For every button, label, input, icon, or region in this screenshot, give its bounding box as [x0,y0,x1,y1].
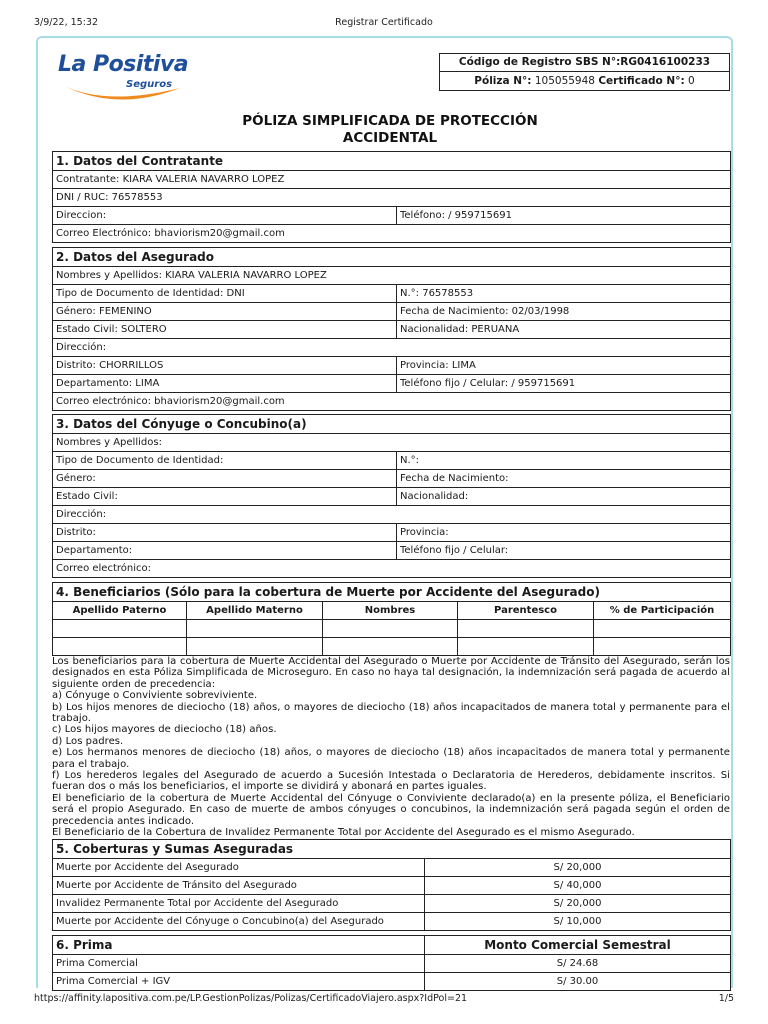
print-header [0,17,768,31]
logo-brand-text: La Positiva [58,52,189,77]
col-apellido-paterno: Apellido Paterno [53,602,187,620]
paragraph: a) Cónyuge o Conviviente sobreviviente. [52,690,258,702]
col-parentesco: Parentesco [458,602,594,620]
section-title: 5. Coberturas y Sumas Aseguradas [53,840,731,859]
prima-label: Prima Comercial [53,955,425,973]
contratante-dni: DNI / RUC: 76578553 [53,189,731,207]
conyuge-distrito: Distrito: [53,524,397,542]
section-conyuge [52,414,731,578]
col-nombres: Nombres [323,602,458,620]
asegurado-correo: Correo electrónico: bhaviorism20@gmail.com [53,393,731,411]
paragraph: El beneficiario de la cobertura de Muerte Accidental del Cónyuge o Conviviente declarado(a) en la presente póliza, el Beneficiario será el propio Asegurado. En caso de muerte de ambos cónyuges o concubinos, la indemnización será pagada según el orden de precedencia antes indicado. [52,792,730,827]
conyuge-departamento: Departamento: [53,542,397,560]
paragraph: c) Los hijos mayores de dieciocho (18) años. [52,724,277,736]
section-prima [52,935,731,991]
conyuge-provincia: Provincia: [397,524,731,542]
section-title: 4. Beneficiarios (Sólo para la cobertura de Muerte por Accidente del Asegurado) [53,583,731,602]
conyuge-tipo-doc: Tipo de Documento de Identidad: [53,452,397,470]
section-title: 3. Datos del Cónyuge o Concubino(a) [53,415,731,434]
table-row [53,877,731,895]
print-title: Registrar Certificado [335,17,433,28]
section-asegurado [52,247,731,411]
cobertura-value: S/ 40,000 [425,877,731,895]
paragraph: Los beneficiarios para la cobertura de Muerte Accidental del Asegurado o Muerte por Accidente de Tránsito del Asegurado, serán los designados en esta Póliza Simplificada de Microseguro. En caso no haya tal designación, la indemnización será pagada de acuerdo al siguiente orden de precedencia: [52,656,730,690]
prima-value: S/ 24.68 [425,955,731,973]
table-row [53,620,731,638]
table-row [53,638,731,656]
section-contratante [52,151,731,243]
document-title-line-1: PÓLIZA SIMPLIFICADA DE PROTECCIÓN [242,113,538,129]
asegurado-fecha-nac: Fecha de Nacimiento: 02/03/1998 [397,303,731,321]
col-participacion: % de Participación [594,602,731,620]
paragraph: e) Los hermanos menores de dieciocho (18) años, o mayores de dieciocho (18) años incapacitados de manera total y permanente para el trabajo. [52,747,730,770]
asegurado-nro: N.°: 76578553 [397,285,731,303]
cobertura-label: Muerte por Accidente del Cónyuge o Concubino(a) del Asegurado [53,913,425,931]
conyuge-fecha-nac: Fecha de Nacimiento: [397,470,731,488]
conyuge-genero: Género: [53,470,397,488]
conyuge-estado-civil: Estado Civil: [53,488,397,506]
section-title: 2. Datos del Asegurado [53,248,731,267]
contratante-name: Contratante: KIARA VALERIA NAVARRO LOPEZ [53,171,731,189]
asegurado-genero: Género: FEMENINO [53,303,397,321]
asegurado-nombres: Nombres y Apellidos: KIARA VALERIA NAVARRO LOPEZ [53,267,731,285]
cobertura-value: S/ 10,000 [425,913,731,931]
table-row [53,973,731,991]
conyuge-nacionalidad: Nacionalidad: [397,488,731,506]
conyuge-telefono: Teléfono fijo / Celular: [397,542,731,560]
print-url: https://affinity.lapositiva.com.pe/LP.GestionPolizas/Polizas/CertificadoViajero.aspx?IdPol=21 [34,993,468,1004]
table-row [53,895,731,913]
la-positiva-logo [58,52,188,108]
col-apellido-materno: Apellido Materno [187,602,323,620]
asegurado-provincia: Provincia: LIMA [397,357,731,375]
sbs-code: Código de Registro SBS N°:RG0416100233 [440,54,729,72]
paragraph: b) Los hijos menores de dieciocho (18) años, o mayores de dieciocho (18) años incapacitados de manera total y permanente para el trabajo. [52,701,730,725]
cobertura-value: S/ 20,000 [425,895,731,913]
prima-label: Prima Comercial + IGV [53,973,425,991]
prima-col-title: Monto Comercial Semestral [425,936,731,955]
section-coberturas [52,839,731,931]
registration-box [439,53,730,91]
contratante-telefono: Teléfono: / 959715691 [397,207,731,225]
asegurado-tipo-doc: Tipo de Documento de Identidad: DNI [53,285,397,303]
conyuge-nro: N.°: [397,452,731,470]
asegurado-direccion: Dirección: [53,339,731,357]
table-row [53,913,731,931]
document-title-line-2: ACCIDENTAL [342,130,438,146]
cert-label: Certificado N°: [598,75,685,87]
logo-sub-text: Seguros [126,79,173,90]
contratante-correo: Correo Electrónico: bhaviorism20@gmail.com [53,225,731,243]
conyuge-correo: Correo electrónico: [53,560,731,578]
section-title: 1. Datos del Contratante [53,152,731,171]
paragraph: El Beneficiario de la Cobertura de Invalidez Permanente Total por Accidente del Asegurado es el mismo Asegurado. [52,827,635,839]
beneficiarios-text [52,656,730,839]
table-row [53,859,731,877]
asegurado-estado-civil: Estado Civil: SOLTERO [53,321,397,339]
print-date: 3/9/22, 15:32 [34,17,98,28]
paragraph: f) Los herederos legales del Asegurado de acuerdo a Sucesión Intestada o Declaratoria de Herederos, debidamente inscritos. Si fueran dos o más los beneficiarios, el importe se dividirá y abonará en partes iguales. [52,770,730,793]
conyuge-nombres: Nombres y Apellidos: [53,434,731,452]
policy-number: 105055948 [534,75,595,87]
logo-swoosh-icon [58,72,186,108]
section-title: 6. Prima [53,936,425,955]
policy-label: Póliza N°: [474,75,532,87]
asegurado-departamento: Departamento: LIMA [53,375,397,393]
paragraph: d) Los padres. [52,735,124,747]
cobertura-label: Invalidez Permanente Total por Accidente del Asegurado [53,895,425,913]
cert-number: 0 [688,75,695,87]
conyuge-direccion: Dirección: [53,506,731,524]
document-title [200,113,580,147]
asegurado-nacionalidad: Nacionalidad: PERUANA [397,321,731,339]
policy-cert-line [440,72,729,90]
asegurado-telefono: Teléfono fijo / Celular: / 959715691 [397,375,731,393]
asegurado-distrito: Distrito: CHORRILLOS [53,357,397,375]
contratante-direccion: Direccion: [53,207,397,225]
cobertura-label: Muerte por Accidente del Asegurado [53,859,425,877]
cobertura-value: S/ 20,000 [425,859,731,877]
print-page-number: 1/5 [718,993,734,1004]
print-footer [0,993,768,1007]
section-beneficiarios [52,582,731,656]
cobertura-label: Muerte por Accidente de Tránsito del Asegurado [53,877,425,895]
prima-value: S/ 30.00 [425,973,731,991]
table-row [53,955,731,973]
